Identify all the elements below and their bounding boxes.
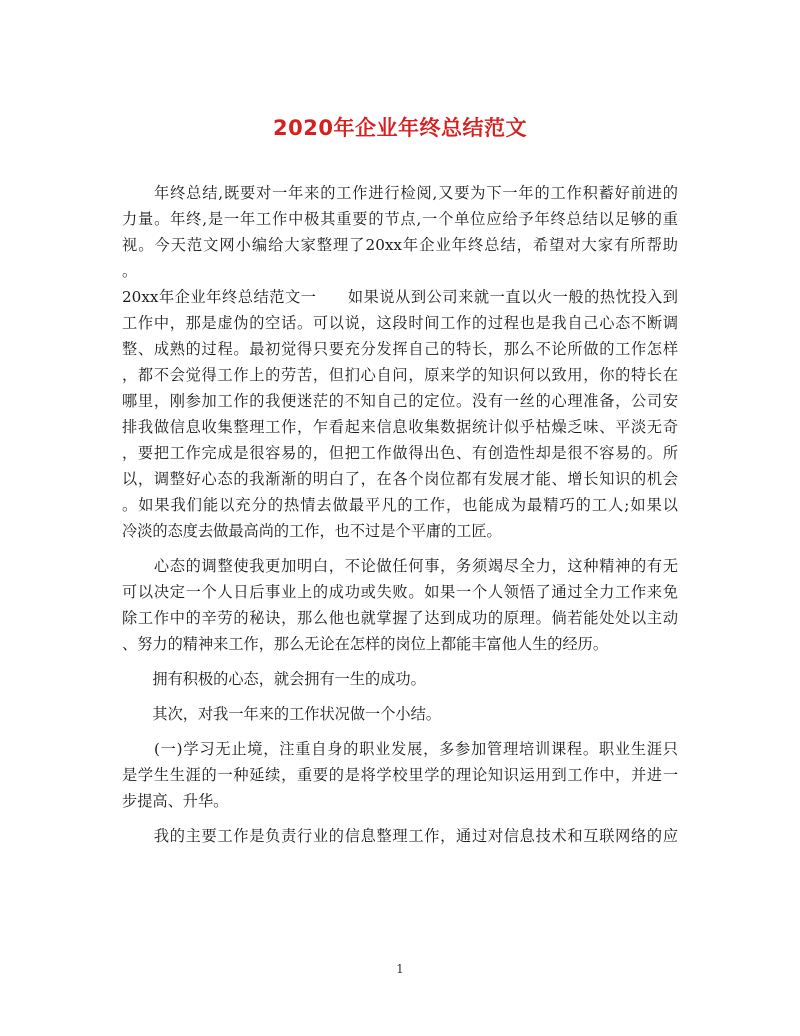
document-title: 2020年企业年终总结范文 xyxy=(273,116,527,140)
text-line: 、努力的精神来工作，那么无论在怎样的岗位上都能丰富他人生的经历。 xyxy=(122,635,608,653)
text-line: 以，调整好心态的我渐渐的明白了，在各个岗位都有发展才能、增长知识的机会 xyxy=(122,470,678,488)
text-line: 。 xyxy=(122,262,138,280)
text-line: 步提高、升华。 xyxy=(122,792,229,810)
text-line: 冷淡的态度去做最高尚的工作，也不过是个平庸的工匠。 xyxy=(122,522,502,540)
text-line: 可以决定一个人日后事业上的成功或失败。如果一个人领悟了通过全力工作来免 xyxy=(122,583,678,601)
text-line: 哪里，刚参加工作的我便迷茫的不知自己的定位。没有一丝的心理准备，公司安 xyxy=(122,392,678,410)
text-line: 除工作中的辛劳的秘诀，那么他也就掌握了达到成功的原理。倘若能处处以主动 xyxy=(122,609,678,627)
text-line: 20xx年企业年终总结范文一 如果说从到公司来就一直以火一般的热忱投入到 xyxy=(122,288,678,306)
text-line: 是学生生涯的一种延续，重要的是将学校里学的理论知识运用到工作中，并进一 xyxy=(122,766,678,784)
text-line: 我的主要工作是负责行业的信息整理工作，通过对信息技术和互联网络的应 xyxy=(122,827,678,845)
text-line: ，要把工作完成是很容易的，但把工作做得出色、有创造性却是很不容易的。所 xyxy=(122,444,678,462)
text-line: 拥有积极的心态，就会拥有一生的成功。 xyxy=(122,670,426,688)
text-line: 整、成熟的过程。最初觉得只要充分发挥自己的特长，那么不论所做的工作怎样 xyxy=(122,340,678,358)
text-line: ，都不会觉得工作上的劳苦，但扪心自问，原来学的知识何以致用，你的特长在 xyxy=(122,366,678,384)
text-line: 力量。年终,是一年工作中极其重要的节点,一个单位应给予年终总结以足够的重 xyxy=(122,210,678,228)
page-number: 1 xyxy=(396,962,404,976)
document-body xyxy=(122,180,678,849)
text-line: 工作中，那是虚伪的空话。可以说，这段时间工作的过程也是我自己心态不断调 xyxy=(122,314,678,332)
text-line: 。如果我们能以充分的热情去做最平凡的工作，也能成为最精巧的工人;如果以 xyxy=(122,496,678,514)
text-line: 心态的调整使我更加明白，不论做任何事，务须竭尽全力，这种精神的有无 xyxy=(122,557,678,575)
text-line: 排我做信息收集整理工作，乍看起来信息收集数据统计似乎枯燥乏味、平淡无奇 xyxy=(122,418,678,436)
text-line: 年终总结,既要对一年来的工作进行检阅,又要为下一年的工作积蓄好前进的 xyxy=(122,184,678,202)
text-line: (一)学习无止境，注重自身的职业发展，多参加管理培训课程。职业生涯只 xyxy=(122,740,678,758)
text-line: 其次，对我一年来的工作状况做一个小结。 xyxy=(122,705,441,723)
text-line: 视。今天范文网小编给大家整理了20xx年企业年终总结，希望对大家有所帮助 xyxy=(122,236,678,254)
